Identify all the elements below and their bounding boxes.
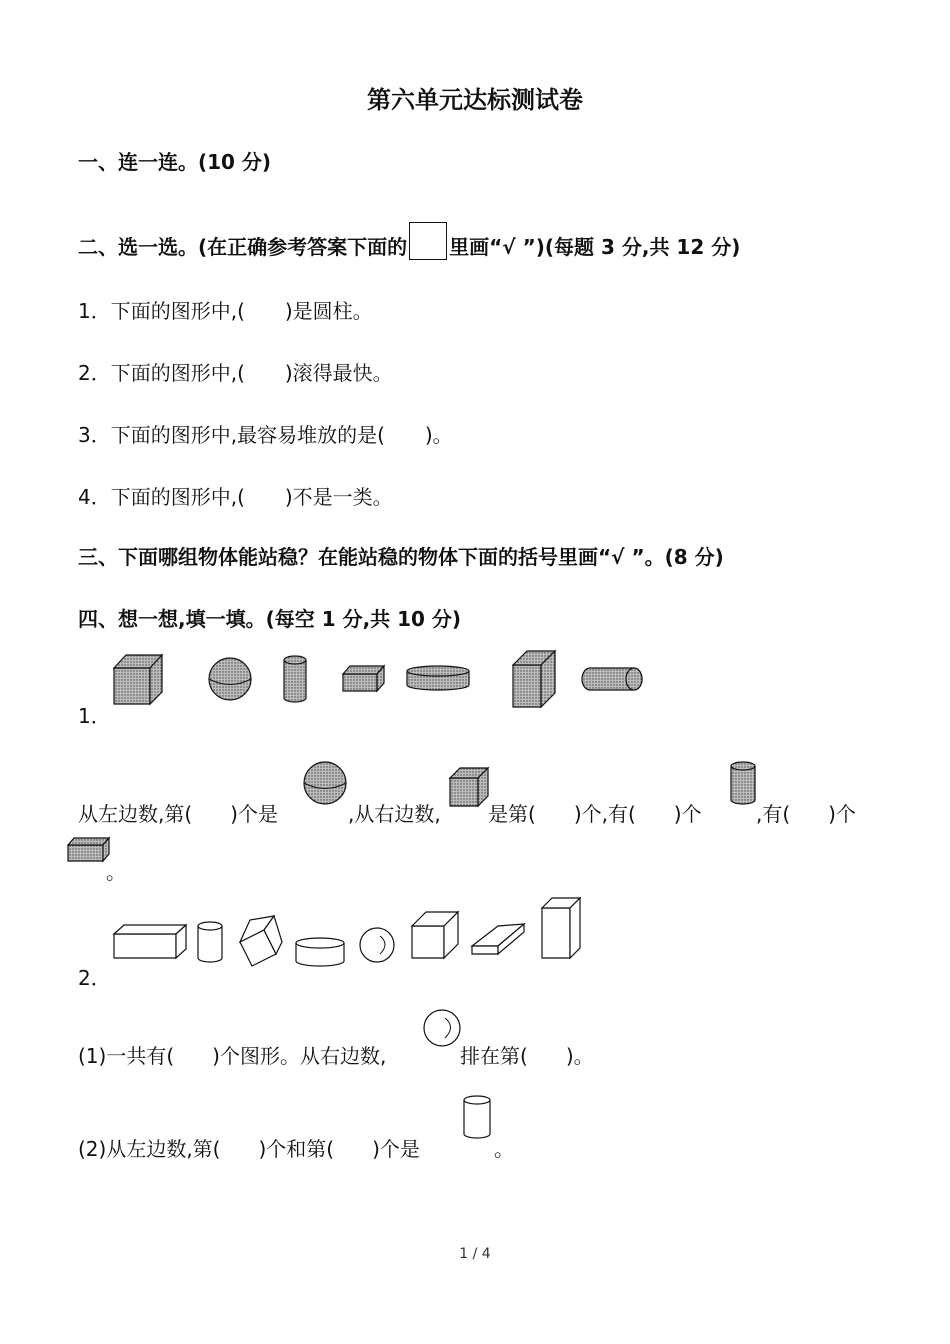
section-1-heading: 一、连一连。(10 分) [78,150,272,174]
section-3-heading: 三、下面哪组物体能站稳？在能站稳的物体下面的括号里画“√ ”。(8 分) [78,545,724,569]
q4-1-number: 1． [78,704,111,728]
q2-item-3: 3．下面的图形中,最容易堆放的是( )。 [78,423,453,447]
q4-2-sub1-b: )个图形。从右边数, [212,1044,387,1068]
cuboid-icon [341,664,387,694]
q4-2-sub2-b: )个和第( [258,1137,335,1161]
tall-cuboid-icon [511,649,559,711]
q4-1-part-d: 是第( [488,802,536,826]
q4-2-sub2 [78,1133,420,1162]
cylinder-outline-icon [462,1094,494,1144]
q4-1-part-g: ,有( [756,802,791,826]
q4-2-sub1-a: (1)一共有( [78,1044,175,1068]
q4-1-part-h: )个 [828,802,856,826]
q4-2-sub1-tail [460,1040,594,1069]
sphere-icon [302,760,350,808]
cube-icon [112,652,168,708]
q4-2-sub1-d: )。 [565,1044,594,1068]
cube-icon [448,765,492,809]
cuboid-outline-icon [112,922,190,962]
sphere-icon [207,656,255,704]
page-title: 第六单元达标测试卷 [367,86,583,114]
cylinder-icon [729,760,759,808]
flat-cylinder-icon [405,664,473,694]
section-2-suffix: 里画“√ ”)(每题 3 分,共 12 分) [449,235,741,259]
q4-1-part-c: ,从右边数, [348,802,441,826]
tall-cuboid-outline-icon [540,896,586,962]
section-4-heading: 四、想一想,填一填。(每空 1 分,共 10 分) [78,607,462,631]
ball-outline-icon [422,1008,464,1050]
q4-2-sub2-d: 。 [494,1137,514,1161]
q4-2-sub1-c: 排在第( [460,1044,528,1068]
tilted-cube-icon [236,914,286,972]
flat-slab-icon [470,920,528,958]
q2-item-1: 1．下面的图形中,( )是圆柱。 [78,299,373,323]
ball-outline-icon [358,926,398,966]
q4-2-sub2-a: (2)从左边数,第( [78,1137,221,1161]
cube-outline-icon [410,910,462,962]
section-2-prefix: 二、选一选。(在正确参考答案下面的 [78,235,408,259]
cylinder-icon [282,654,310,706]
q4-1-part-f: )个 [673,802,702,826]
q4-2-sub1 [78,1040,386,1069]
answer-box-icon [409,222,447,260]
lying-cylinder-icon [580,666,646,692]
q2-item-4: 4．下面的图形中,( )不是一类。 [78,485,393,509]
q4-1-end: 。 [106,860,126,884]
q2-item-2: 2．下面的图形中,( )滚得最快。 [78,361,393,385]
flat-cylinder-outline-icon [294,936,346,970]
q4-2-sub2-c: )个是 [372,1137,420,1161]
q4-2-number: 2． [78,966,111,990]
cylinder-outline-icon [196,920,226,966]
q4-1-part-de [488,798,702,827]
q4-1-part-e: )个,有( [573,802,636,826]
q4-1-part-gh [756,798,856,827]
q4-1-sentence [78,798,278,827]
section-2-heading [78,222,740,260]
q4-1-part-b: )个是 [230,802,278,826]
page-number: 1 / 4 [459,1246,491,1262]
q4-1-part-a: 从左边数,第( [78,802,193,826]
